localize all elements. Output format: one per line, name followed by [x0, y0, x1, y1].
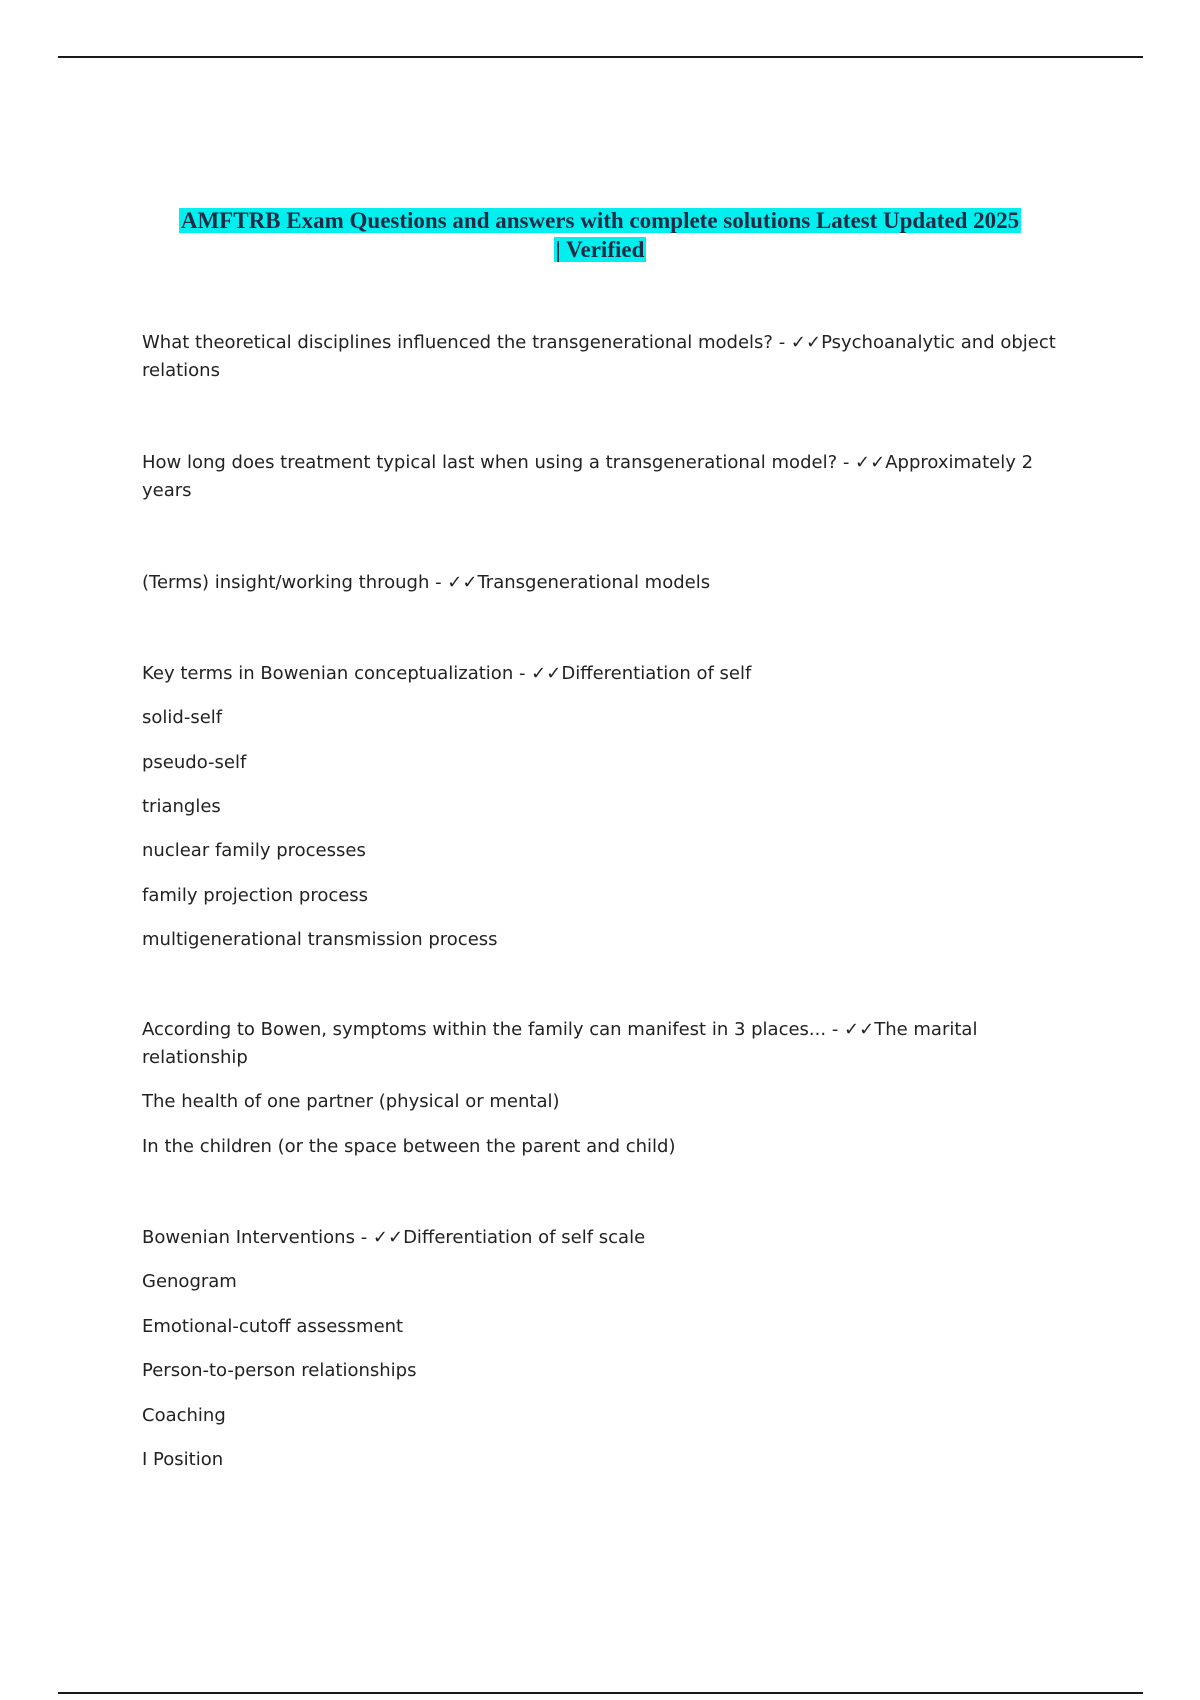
qa-item-1: What theoretical disciplines influenced the transgenerational models? - ✓✓Psychoanalytic and object relations [142, 332, 1056, 381]
list-item: multigenerational transmission process [142, 929, 498, 950]
list-item: The health of one partner (physical or mental) [142, 1091, 560, 1112]
list-item: Person-to-person relationships [142, 1360, 417, 1381]
title-line-2: | Verified [555, 237, 645, 262]
list-item: Coaching [142, 1405, 226, 1426]
list-item: solid-self [142, 707, 223, 728]
qa-item-6: Bowenian Interventions - ✓✓Differentiation of self scale [142, 1227, 646, 1248]
qa-item-2: How long does treatment typical last when using a transgenerational model? - ✓✓Approximately 2 years [142, 452, 1034, 501]
list-item: I Position [142, 1449, 224, 1470]
bottom-rule [58, 1692, 1143, 1694]
qa-item-4: Key terms in Bowenian conceptualization - ✓✓Differentiation of self [142, 663, 752, 684]
list-item: Emotional-cutoff assessment [142, 1316, 404, 1337]
top-rule [58, 56, 1143, 58]
list-item: family projection process [142, 885, 369, 906]
list-item: triangles [142, 796, 221, 817]
qa-item-3: (Terms) insight/working through - ✓✓Transgenerational models [142, 572, 711, 593]
list-item: In the children (or the space between the parent and child) [142, 1136, 676, 1157]
qa-item-5: According to Bowen, symptoms within the family can manifest in 3 places... - ✓✓The marital relationship [142, 1019, 978, 1068]
list-item: pseudo-self [142, 752, 247, 773]
list-item: nuclear family processes [142, 840, 366, 861]
title-line-1: AMFTRB Exam Questions and answers with complete solutions Latest Updated 2025 [180, 208, 1020, 233]
list-item: Genogram [142, 1271, 237, 1292]
document-title [120, 206, 1080, 264]
